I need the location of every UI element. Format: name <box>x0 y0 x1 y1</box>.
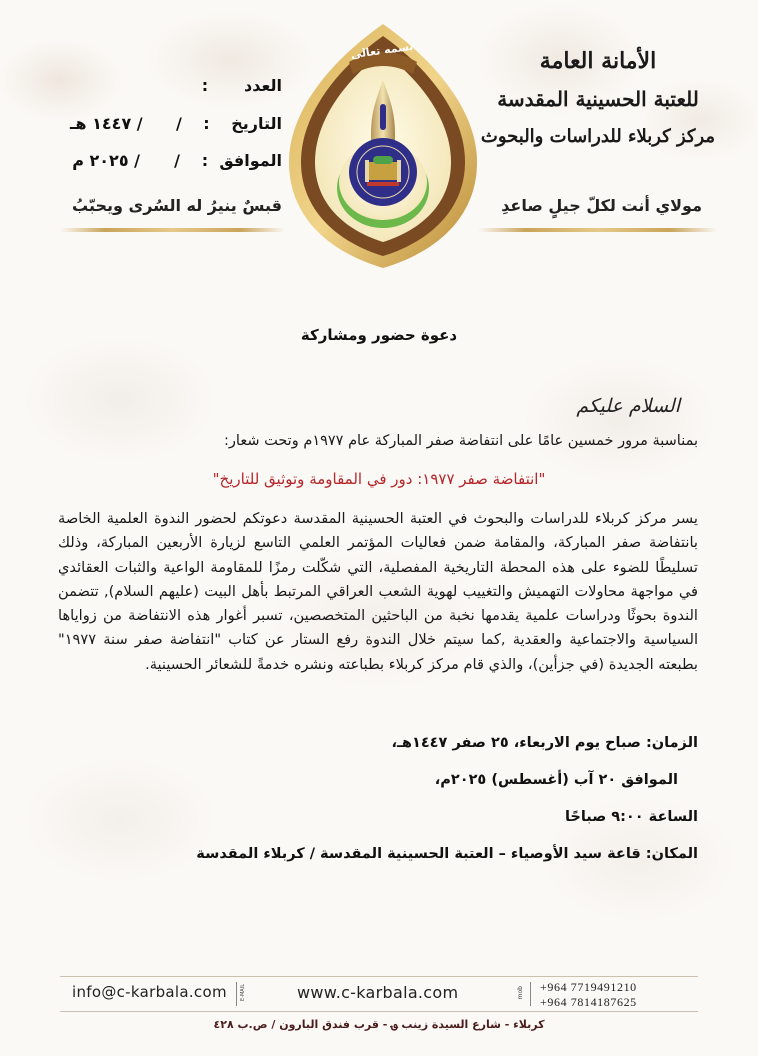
corresponding-row <box>70 151 282 170</box>
body-paragraph: يسر مركز كربلاء للدراسات والبحوث في العتبة الحسينية المقدسة دعوتكم لحضور الندوة العلمية الخاصة بانتفاضة صفر المباركة، والمقامة ضمن فعاليات المؤتمر العلمي التاسع لزيارة الأربعين المباركة، وذلك تسليطًا للضوء على هذه المحطة التاريخية المفصلية، التي شكّلت رمزًا للمقاومة الواعية والثبات العقائدي في مواجهة محاولات التهميش والتغييب لهوية الشعب العراقي المرتبط بأهل البيت (عليهم السلام), تتضمن الندوة بحوثًا ودراسات علمية يقدمها نخبة من الباحثين المتخصصين، تسبر أغوار هذه الانتفاضة من زواياها السياسية والاجتماعية والعقدية ,كما سيتم خلال الندوة رفع الستار عن كتاب "انتفاضة صفر سنة ١٩٧٧" بطبعته الجديدة (في جزأين)، والذي قام مركز كربلاء بطباعته ونشره خدمةً للشعائر الحسينية. <box>58 510 698 673</box>
footer-separator-2 <box>530 982 531 1006</box>
intro-line: بمناسبة مرور خمسين عامًا على انتفاضة صفر المباركة عام ١٩٧٧م وتحت شعار: <box>224 433 698 449</box>
corresponding-year: / ٢٠٢٥ م <box>72 151 140 170</box>
number-label: العدد <box>244 76 282 95</box>
slogan-right: مولاي أنت لكلّ جيلٍ صاعدِ <box>501 196 702 215</box>
date-row <box>70 114 282 133</box>
time-line: الزمان: صباح يوم الاربعاء، ٢٥ صفر ١٤٤٧هـ، <box>391 735 698 751</box>
corresponding-colon: : <box>201 151 209 170</box>
date-day-slash: / <box>176 114 182 133</box>
hour-line: الساعة ٩:٠٠ صباحًا <box>564 809 698 825</box>
footer-separator-1 <box>236 982 237 1006</box>
footer-divider-bottom <box>60 1011 698 1012</box>
footer-phone-1: +964 7719491210 <box>540 980 637 994</box>
institution-name <box>478 42 718 156</box>
greeting: السلام عليكم <box>576 395 680 417</box>
email-tag: E-MAIL <box>240 984 246 1001</box>
slogan-left: قبسٌ ينيرُ له السُرى ويحبّبُ <box>72 196 282 215</box>
date-colon: : <box>203 114 210 133</box>
logo-top-text: بسمه تعالى <box>349 39 415 62</box>
event-slogan: "انتفاضة صفر ١٩٧٧: دور في المقاومة وتوثيق للتاريخ" <box>212 470 546 488</box>
footer-phone-2: +964 7814187625 <box>540 995 637 1009</box>
logo-emblem-icon <box>287 22 479 270</box>
gold-divider-left <box>60 228 285 232</box>
institution-line-3: مركز كربلاء للدراسات والبحوث <box>480 126 716 147</box>
number-row <box>70 76 282 95</box>
gold-divider-right <box>478 228 718 232</box>
phone-tag: mob <box>517 986 524 1000</box>
institution-line-1: الأمانة العامة <box>539 48 657 74</box>
center-logo <box>287 22 479 270</box>
date-year: / ١٤٤٧ هـ <box>70 114 143 133</box>
footer-divider-top <box>60 976 698 977</box>
footer-address: كربلاء - شارع السيدة زينب ؈ - قرب فندق البارون / ص.ب ٤٢٨ <box>213 1018 545 1031</box>
document-title: دعوة حضور ومشاركة <box>300 326 458 344</box>
footer-website[interactable]: www.c-karbala.com <box>297 983 459 1002</box>
corresponding-day-slash: / <box>174 151 180 170</box>
date-label: التاريخ <box>231 114 282 133</box>
corresponding-date-line: الموافق ٢٠ آب (أغسطس) ٢٠٢٥م، <box>434 772 678 788</box>
institution-line-2: للعتبة الحسينية المقدسة <box>497 87 699 111</box>
number-colon: : <box>201 76 209 95</box>
corresponding-label: الموافق <box>219 151 282 170</box>
place-line: المكان: قاعة سيد الأوصياء – العتبة الحسينية المقدسة / كربلاء المقدسة <box>196 846 698 862</box>
footer-email[interactable]: info@c-karbala.com <box>72 983 227 1001</box>
